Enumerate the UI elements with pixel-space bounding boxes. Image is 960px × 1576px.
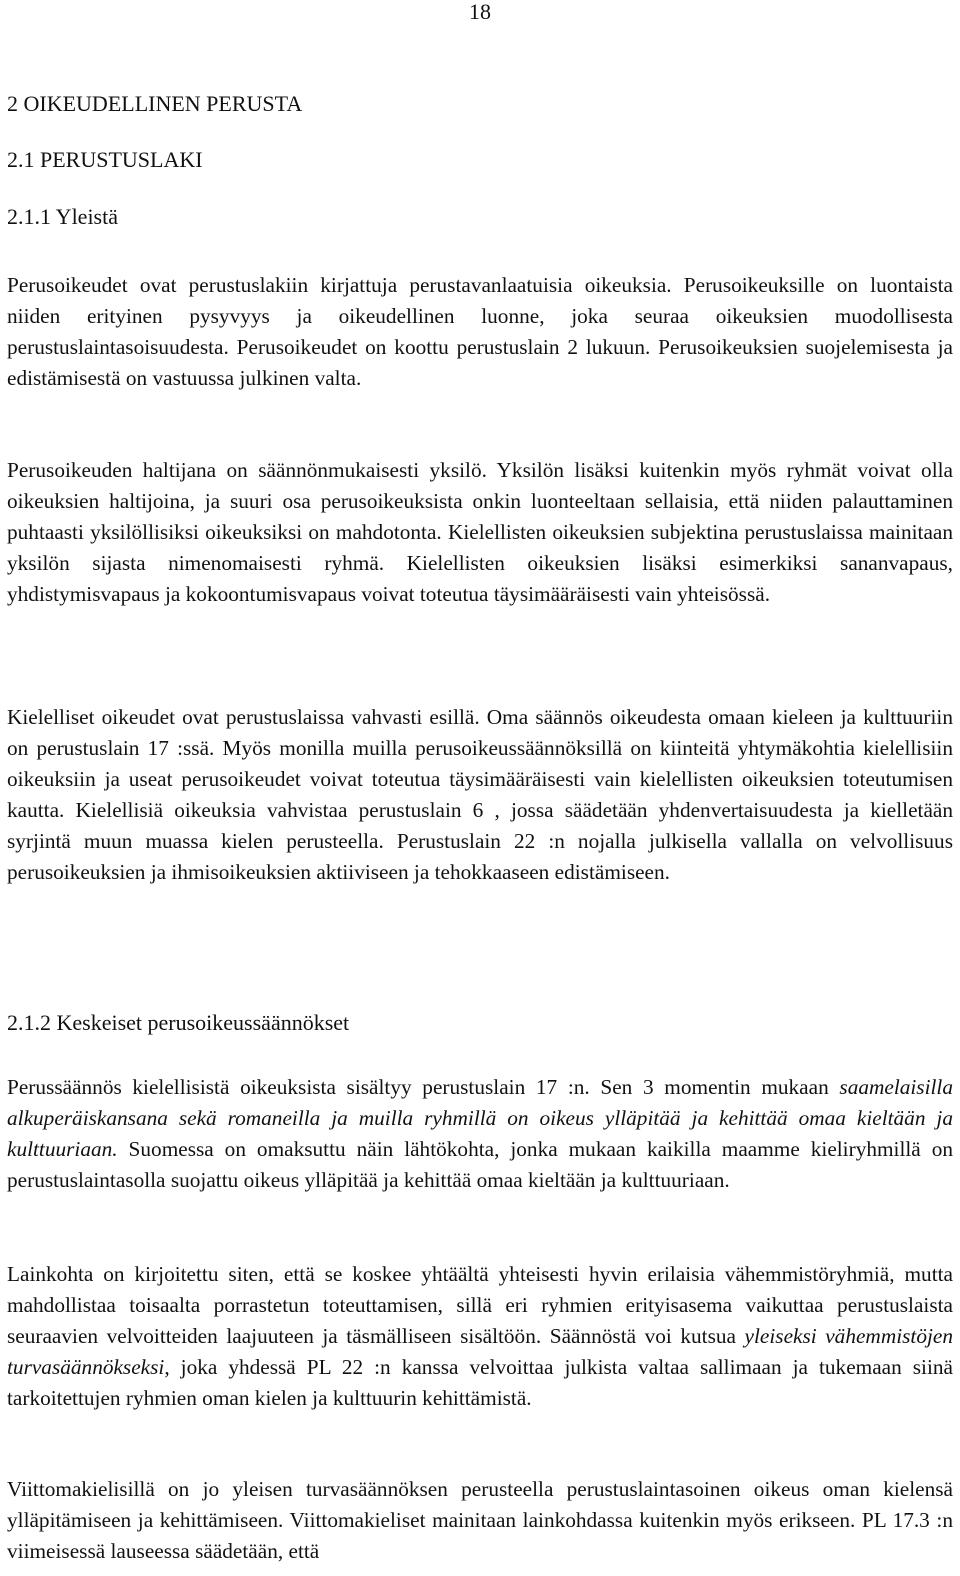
paragraph-lainkohta bbox=[7, 1259, 953, 1414]
subsection-heading-yleista: 2.1.1 Yleistä bbox=[7, 204, 118, 229]
quoted-law-text: saamelaisilla alkuperäiskansana sekä romaneilla ja muilla ryhmillä on oikeus ylläpitää ja kehittää omaa kieltään ja kulttuuriaan. bbox=[7, 1075, 953, 1161]
page-number: 18 bbox=[469, 0, 491, 24]
section-heading: 2.1 PERUSTUSLAKI bbox=[7, 147, 203, 172]
paragraph-kielelliset-oikeudet: Kielelliset oikeudet ovat perustuslaissa vahvasti esillä. Oma säännös oikeudesta omaan kieleen ja kulttuuriin on perustuslain 17 :ssä. Myös monilla muilla perusoikeussäännöksillä on kiinteitä yhtymäkohtia kielellisiin oikeuksiin ja useat perusoikeudet voivat toteutua täysimääräisesti vain kielellisten oikeuksien toteutumisen kautta. Kielellisiä oikeuksia vahvistaa perustuslain 6 , jossa säädetään yhdenvertaisuudesta ja kielletään syrjintä muun muassa kielen perusteella. Perustuslain 22 :n nojalla julkisella vallalla on velvollisuus perusoikeuksien ja ihmisoikeuksien aktiiviseen ja tehokkaaseen edistämiseen. bbox=[7, 705, 953, 884]
paragraph-viittomakieliset: Viittomakielisillä on jo yleisen turvasäännöksen perusteella perustuslaintasoinen oikeus oman kielensä ylläpitämiseen ja kehittämiseen. Viittomakieliset mainitaan lainkohdassa kuitenkin myös erikseen. PL 17.3 :n viimeisessä lauseessa säädetään, että bbox=[7, 1477, 953, 1563]
paragraph-perussaannos bbox=[7, 1072, 953, 1196]
paragraph-perusoikeuden-haltija: Perusoikeuden haltijana on säännönmukaisesti yksilö. Yksilön lisäksi kuitenkin myös ryhmät voivat olla oikeuksien haltijoina, ja suuri osa perusoikeuksista onkin luonteeltaan sellaisia, että niiden palauttaminen puhtaasti yksilöllisiksi oikeuksiksi on mahdotonta. Kielellisten oikeuksien subjektina perustuslaissa mainitaan yksilön sijasta nimenomaisesti ryhmä. Kielellisten oikeuksien lisäksi esimerkiksi sananvapaus, yhdistymisvapaus ja kokoontumisvapaus voivat toteutua täysimääräisesti vain yhteisössä. bbox=[7, 458, 953, 606]
emphasized-term: yleiseksi vähemmistöjen turvasäännökseksi bbox=[7, 1323, 953, 1379]
paragraph-text: , joka yhdessä PL 22 :n kanssa velvoittaa julkista valtaa sallimaan ja tukemaan siinä tarkoitettujen ryhmien oman kielen ja kulttuurin kehittämistä. bbox=[7, 1354, 953, 1410]
paragraph-text: Lainkohta on kirjoitettu siten, että se koskee yhtäältä yhteisesti hyvin erilaisia vähemmistöryhmiä, mutta mahdollistaa toisaalta porrastetun toteuttamisen, sillä eri ryhmien erityisasema vaikuttaa perustuslaista seuraavien velvoitteiden laajuuteen ja täsmälliseen sisältöön. Säännöstä voi kutsua bbox=[7, 1262, 953, 1348]
paragraph-text: Suomessa on omaksuttu näin lähtökohta, jonka mukaan kaikilla maamme kieliryhmillä on perustuslaintasolla suojattu oikeus ylläpitää ja kehittää omaa kieltään ja kulttuuriaan. bbox=[7, 1136, 953, 1192]
paragraph-perusoikeudet: Perusoikeudet ovat perustuslakiin kirjattuja perustavanlaatuisia oikeuksia. Perusoikeuksille on luontaista niiden erityinen pysyvyys ja oikeudellinen luonne, joka seuraa oikeuksien muodollisesta perustuslaintasoisuudesta. Perusoikeudet on koottu perustuslain 2 lukuun. Perusoikeuksien suojelemisesta ja edistämisestä on vastuussa julkinen valta. bbox=[7, 273, 953, 390]
subsection-heading-keskeiset: 2.1.2 Keskeiset perusoikeussäännökset bbox=[7, 1010, 350, 1035]
paragraph-text: Perussäännös kielellisistä oikeuksista sisältyy perustuslain 17 :n. Sen 3 momentin mukaan bbox=[7, 1075, 840, 1099]
chapter-heading: 2 OIKEUDELLINEN PERUSTA bbox=[7, 91, 303, 116]
